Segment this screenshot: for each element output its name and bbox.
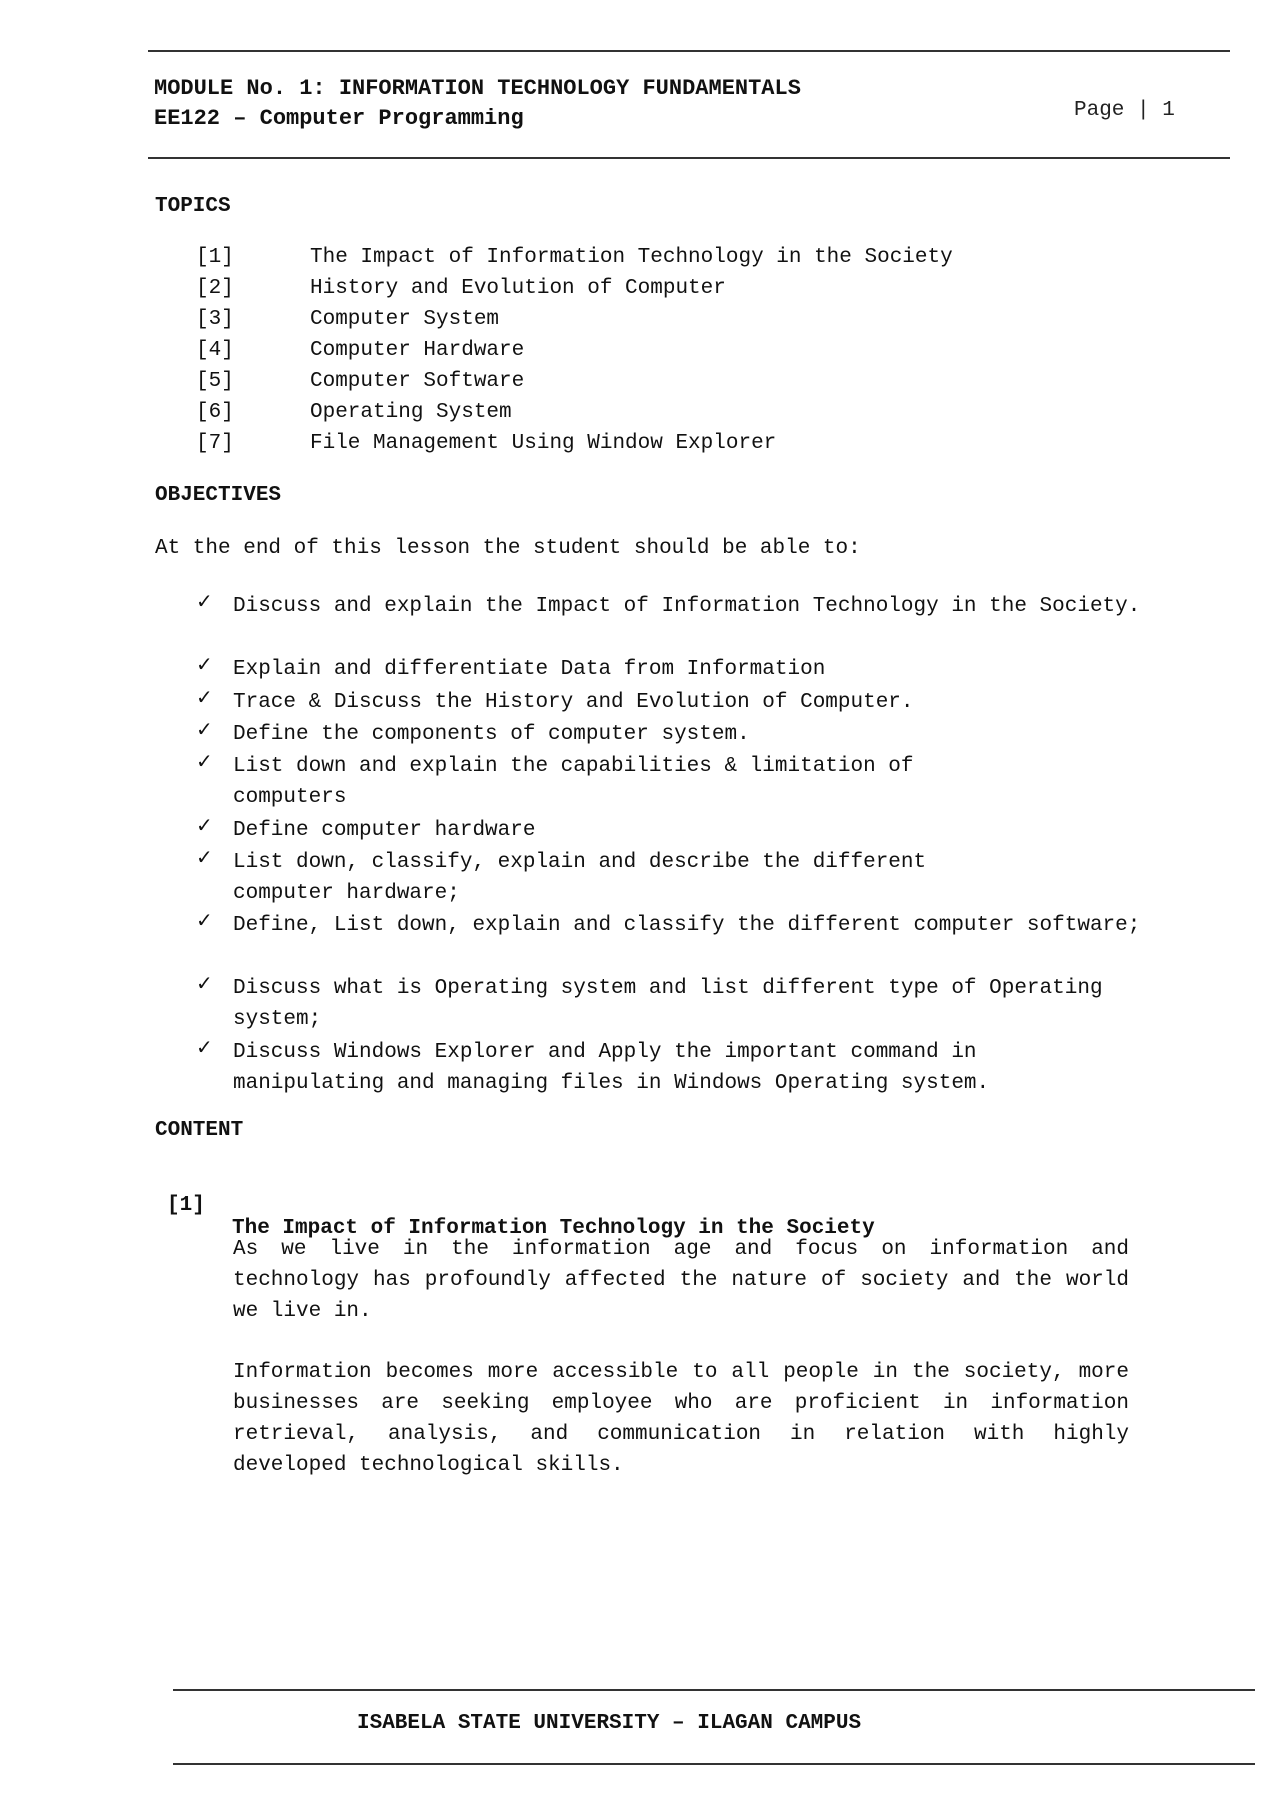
topic-text: Computer Software (310, 370, 525, 393)
objective-text: Define, List down, explain and classify the different computer software; (233, 914, 1141, 937)
course-title: EE122 – Computer Programming (154, 106, 524, 131)
section-number: [1] (167, 1194, 205, 1217)
section-heading (0, 1171, 875, 1240)
footer-top-rule (173, 1689, 1255, 1691)
module-title: MODULE No. 1: INFORMATION TECHNOLOGY FUNDAMENTALS (154, 76, 801, 101)
topic-text: Computer System (310, 308, 500, 331)
checkmark-icon: ✓ (196, 717, 213, 741)
header-bottom-rule (148, 157, 1230, 159)
section-title: The Impact of Information Technology in the Society (232, 1217, 875, 1240)
checkmark-icon: ✓ (196, 908, 213, 932)
checkmark-icon: ✓ (196, 971, 213, 995)
objectives-intro: At the end of this lesson the student should be able to: (155, 537, 861, 560)
topic-number: [7] (196, 432, 234, 455)
topic-text: Operating System (310, 401, 512, 424)
header-top-rule (148, 50, 1230, 52)
footer-bottom-rule (173, 1763, 1255, 1765)
topic-text: Computer Hardware (310, 339, 525, 362)
topic-number: [1] (196, 246, 234, 269)
checkmark-icon: ✓ (196, 652, 213, 676)
checkmark-icon: ✓ (196, 845, 213, 869)
objective-text: Explain and differentiate Data from Information (233, 658, 826, 681)
topic-number: [2] (196, 277, 234, 300)
checkmark-icon: ✓ (196, 813, 213, 837)
footer-institution: ISABELA STATE UNIVERSITY – ILAGAN CAMPUS (357, 1712, 862, 1735)
objective-text: Discuss what is Operating system and list different type of Operating system; (233, 977, 1103, 1031)
topic-text: File Management Using Window Explorer (310, 432, 777, 455)
topic-text: The Impact of Information Technology in the Society (310, 246, 953, 269)
topic-number: [5] (196, 370, 234, 393)
checkmark-icon: ✓ (196, 749, 213, 773)
content-heading: CONTENT (155, 1119, 244, 1142)
checkmark-icon: ✓ (196, 1035, 213, 1059)
objective-text: Discuss and explain the Impact of Information Technology in the Society. (233, 595, 1141, 618)
topic-number: [3] (196, 308, 234, 331)
objectives-heading: OBJECTIVES (155, 484, 282, 507)
objective-text: Trace & Discuss the History and Evolution of Computer. (233, 691, 914, 714)
content-paragraph: As we live in the information age and focus on information and technology has profoundly affected the nature of society and the world we live in. (233, 1238, 1129, 1323)
topic-text: History and Evolution of Computer (310, 277, 726, 300)
objective-text: Discuss Windows Explorer and Apply the important command in manipulating and managing files in Windows Operating system. (233, 1041, 990, 1095)
page-number: Page | 1 (1074, 99, 1175, 122)
topic-number: [4] (196, 339, 234, 362)
objective-text: Define the components of computer system. (233, 723, 750, 746)
checkmark-icon: ✓ (196, 685, 213, 709)
objective-text: Define computer hardware (233, 819, 536, 842)
objective-text: List down and explain the capabilities & limitation of computers (233, 755, 914, 809)
content-paragraph: Information becomes more accessible to all people in the society, more businesses are seeking employee who are proficient in information retrieval, analysis, and communication in relation with highly developed technological skills. (233, 1361, 1129, 1477)
topic-number: [6] (196, 401, 234, 424)
objective-text: List down, classify, explain and describe the different computer hardware; (233, 851, 927, 905)
topics-heading: TOPICS (155, 195, 231, 218)
checkmark-icon: ✓ (196, 589, 213, 613)
